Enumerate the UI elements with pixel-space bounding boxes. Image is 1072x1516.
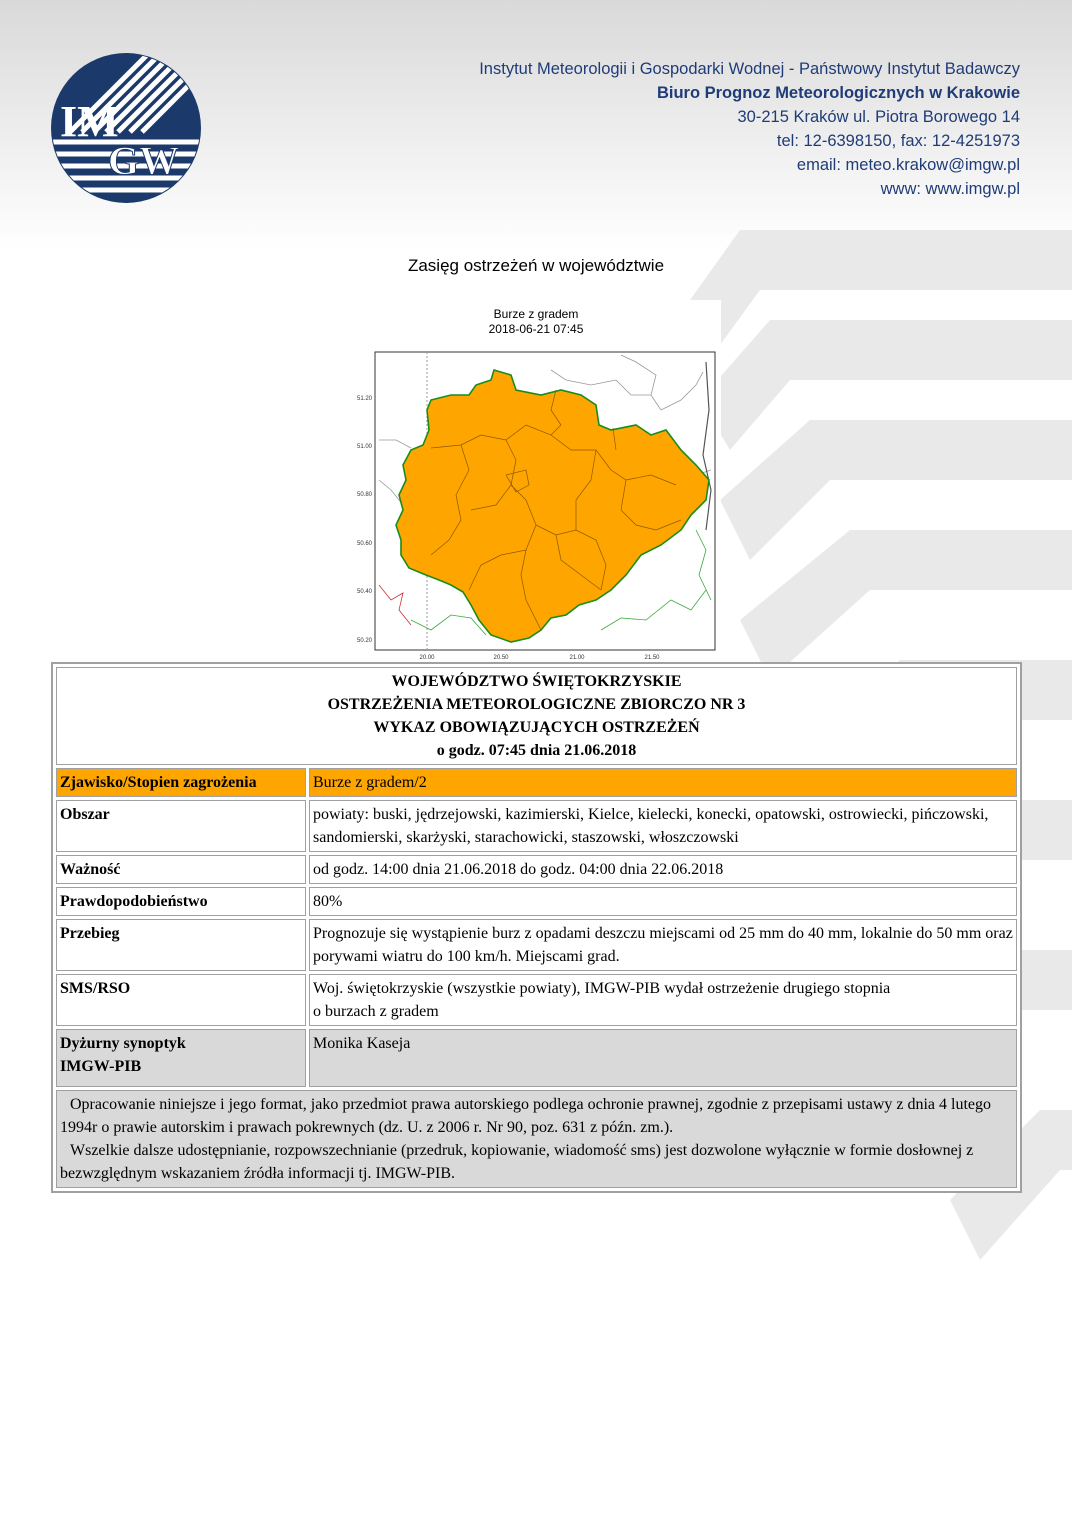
forecaster-label — [56, 1029, 306, 1087]
lat-tick-label: 50.60 — [356, 541, 372, 547]
row-validity — [56, 855, 1017, 884]
map-plot — [351, 300, 721, 664]
header-contact — [479, 57, 1020, 201]
phenomenon-value: Burze z gradem/2 — [309, 768, 1017, 797]
lon-tick-label: 20.00 — [419, 655, 435, 661]
lat-tick-label: 51.00 — [356, 444, 372, 450]
lat-tick-label: 50.40 — [356, 589, 372, 595]
map-title: Burze z gradem — [493, 307, 579, 321]
validity-value: od godz. 14:00 dnia 21.06.2018 do godz. 04:00 dnia 22.06.2018 — [309, 855, 1017, 884]
phenomenon-label: Zjawisko/Stopien zagrożenia — [56, 768, 306, 797]
forecaster-value: Monika Kaseja — [309, 1029, 1017, 1087]
area-value: powiaty: buski, jędrzejowski, kazimierski, Kielce, kielecki, konecki, opatowski, ostrowiecki, pińczowski, sandomierski, skarżyski, starachowicki, staszowski, włoszczowski — [309, 800, 1017, 852]
validity-label: Ważność — [56, 855, 306, 884]
title-line-list: WYKAZ OBOWIĄZUJĄCYCH OSTRZEŻEŃ — [373, 719, 700, 736]
lat-ticks — [357, 396, 373, 644]
lat-tick-label: 50.20 — [356, 638, 372, 644]
warning-table — [51, 662, 1022, 1193]
area-label: Obszar — [56, 800, 306, 852]
map-section-title: Zasięg ostrzeżeń w województwie — [407, 256, 665, 275]
copyright-paragraph: Opracowanie niniejsze i jego format, jako przedmiot prawa autorskiego podlega ochronie prawnej, zgodnie z przepisami ustawy z dnia 4 lutego 1994r o prawie autorskim i prawach pokrewnych (dz. U. z 2006 r. Nr 90, poz. 631 z późn. zm.). — [60, 1096, 992, 1136]
logo-text-gw: GW — [108, 138, 180, 183]
probability-label: Prawdopodobieństwo — [56, 887, 306, 916]
map-datetime: 2018-06-21 07:45 — [488, 322, 584, 336]
office-name: Biuro Prognoz Meteorologicznych w Krakowie — [656, 84, 1020, 102]
lat-tick-label: 50.80 — [356, 492, 372, 498]
address: 30-215 Kraków ul. Piotra Borowego 14 — [737, 108, 1020, 126]
www-link[interactable]: www: www.imgw.pl — [880, 180, 1020, 198]
forecaster-label-line2: IMGW-PIB — [60, 1058, 142, 1075]
institute-name: Instytut Meteorologii i Gospodarki Wodnej - Państwowy Instytut Badawczy — [479, 60, 1020, 78]
row-probability — [56, 887, 1017, 916]
copyright-footer — [56, 1090, 1017, 1188]
lon-ticks — [419, 655, 660, 661]
title-line-region: WOJEWÓDZTWO ŚWIĘTOKRZYSKIE — [391, 673, 682, 690]
sms-value — [309, 974, 1017, 1026]
sms-value-line2: o burzach z gradem — [313, 1003, 439, 1020]
lon-tick-label: 21.00 — [569, 655, 585, 661]
email-link[interactable]: email: meteo.krakow@imgw.pl — [796, 156, 1020, 174]
lat-tick-label: 51.20 — [356, 396, 372, 402]
sms-label: SMS/RSO — [56, 974, 306, 1026]
logo-text-im: IM — [60, 97, 119, 146]
warning-title — [56, 667, 1017, 765]
lon-tick-label: 21.50 — [644, 655, 660, 661]
title-line-date: o godz. 07:45 dnia 21.06.2018 — [436, 742, 637, 759]
title-line-warnings: OSTRZEŻENIA METEOROLOGICZNE ZBIORCZO NR 3 — [327, 696, 746, 713]
lon-tick-label: 20.50 — [493, 655, 509, 661]
row-area — [56, 800, 1017, 852]
warning-map — [351, 300, 721, 664]
row-sms — [56, 974, 1017, 1026]
row-phenomenon — [56, 768, 1017, 797]
row-forecaster — [56, 1029, 1017, 1087]
probability-value: 80% — [309, 887, 1017, 916]
phone: tel: 12-6398150, fax: 12-4251973 — [776, 132, 1020, 150]
course-label: Przebieg — [56, 919, 306, 971]
sms-value-line1: Woj. świętokrzyskie (wszystkie powiaty), IMGW-PIB wydał ostrzeżenie drugiego stopnia — [313, 980, 891, 997]
imgw-logo — [50, 52, 202, 204]
distribution-paragraph: Wszelkie dalsze udostępnianie, rozpowszechnianie (przedruk, kopiowanie, wiadomość sms) jest dozwolone wyłącznie w formie dosłownej z bezwzględnym wskazaniem źródła informacji tj. IMGW-PIB. — [60, 1142, 974, 1182]
row-course — [56, 919, 1017, 971]
course-value: Prognozuje się wystąpienie burz z opadami deszczu miejscami od 25 mm do 40 mm, lokalnie do 50 mm oraz porywami wiatru do 100 km/h. Miejscami grad. — [309, 919, 1017, 971]
forecaster-label-line1: Dyżurny synoptyk — [60, 1035, 186, 1052]
